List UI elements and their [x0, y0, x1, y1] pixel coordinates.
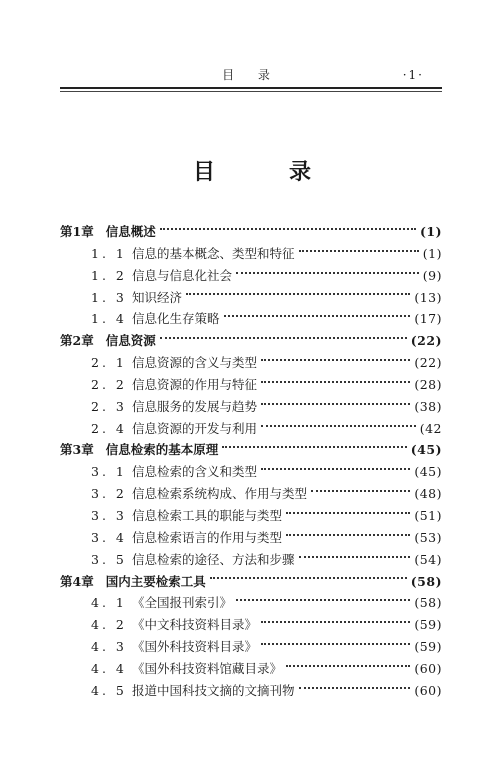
- toc-dot-leader: [186, 293, 410, 295]
- toc-entry-number: 4. 3: [91, 639, 127, 655]
- toc-entry-page-number: (45): [410, 442, 442, 458]
- toc-section-entry[interactable]: [60, 549, 442, 571]
- toc-entry-page-number: (59): [414, 639, 442, 655]
- toc-chapter-entry[interactable]: [60, 439, 442, 461]
- toc-entry-number: 3. 4: [91, 529, 127, 545]
- toc-entry-title: 信息检索工具的职能与类型: [132, 507, 283, 523]
- toc-entry-page-number: (22): [414, 355, 442, 371]
- toc-entry-number: 4. 1: [91, 595, 127, 611]
- toc-chapter-entry[interactable]: [60, 221, 442, 243]
- toc-dot-leader: [261, 403, 410, 405]
- toc-entry-title: 信息服务的发展与趋势: [132, 398, 258, 414]
- toc-entry-title: 信息检索语言的作用与类型: [132, 529, 283, 545]
- toc-section-entry[interactable]: [60, 308, 442, 330]
- toc-dot-leader: [299, 556, 411, 558]
- toc-entry-number: 第4章: [60, 573, 94, 589]
- toc-dot-leader: [261, 621, 410, 623]
- toc-entry-page-number: (60): [414, 660, 442, 676]
- toc-chapter-entry[interactable]: [60, 330, 442, 352]
- toc-dot-leader: [210, 577, 407, 579]
- toc-chapter-entry[interactable]: [60, 571, 442, 593]
- running-header: [60, 67, 442, 83]
- toc-entry-page-number: (59): [414, 617, 442, 633]
- toc-entry-title: 信息检索系统构成、作用与类型: [132, 486, 308, 502]
- toc-section-entry[interactable]: [60, 680, 442, 702]
- toc-entry-title: 《国外科技资料目录》: [132, 639, 258, 655]
- toc-entry-page-number: (1): [422, 245, 442, 261]
- toc-entry-page-number: (17): [414, 311, 442, 327]
- header-rule-thick: [60, 87, 442, 89]
- toc-dot-leader: [286, 512, 410, 514]
- toc-dot-leader: [160, 228, 416, 230]
- toc-entry-page-number: (54): [414, 551, 442, 567]
- running-header-page-number: ·1·: [402, 68, 424, 82]
- toc-section-entry[interactable]: [60, 265, 442, 287]
- toc-entry-title: 《中文科技资料目录》: [132, 617, 258, 633]
- toc-section-entry[interactable]: [60, 658, 442, 680]
- toc-entry-number: 1. 2: [91, 267, 127, 283]
- toc-entry-title: 知识经济: [132, 289, 183, 305]
- toc-entry-number: 4. 4: [91, 660, 127, 676]
- toc-entry-number: 3. 2: [91, 486, 127, 502]
- header-rule-thin: [60, 91, 442, 92]
- toc-entry-title: 信息的基本概念、类型和特征: [132, 245, 295, 261]
- toc-entry-number: 第3章: [60, 442, 94, 458]
- toc-section-entry[interactable]: [60, 483, 442, 505]
- toc-section-entry[interactable]: [60, 287, 442, 309]
- toc-entry-number: 1. 3: [91, 289, 127, 305]
- toc-dot-leader: [261, 425, 416, 427]
- toc-entry-page-number: (60): [414, 682, 442, 698]
- toc-entry-number: 4. 2: [91, 617, 127, 633]
- running-header-title: 目 录: [222, 68, 280, 82]
- toc-entry-title: 《全国报刊索引》: [132, 595, 233, 611]
- toc-section-entry[interactable]: [60, 396, 442, 418]
- toc-entry-page-number: (42: [419, 420, 442, 436]
- toc-entry-number: 3. 1: [91, 464, 127, 480]
- toc-section-entry[interactable]: [60, 418, 442, 440]
- toc-entry-number: 第1章: [60, 224, 94, 239]
- toc-entry-page-number: (13): [414, 289, 442, 305]
- toc-entry-title: 信息检索的基本原理: [105, 442, 219, 458]
- toc-entry-title: 信息资源的含义与类型: [132, 355, 258, 371]
- toc-dot-leader: [299, 687, 411, 689]
- toc-entry-page-number: (58): [414, 595, 442, 611]
- toc-section-entry[interactable]: [60, 592, 442, 614]
- toc-entry-page-number: (9): [422, 267, 442, 283]
- toc-entry-page-number: (28): [414, 376, 442, 392]
- toc-entry-page-number: (38): [414, 398, 442, 414]
- toc-entry-title: 信息检索的含义和类型: [132, 464, 258, 480]
- toc-dot-leader: [224, 315, 411, 317]
- toc-entry-number: 1. 1: [91, 245, 127, 261]
- toc-entry-number: 2. 4: [91, 420, 127, 436]
- toc-dot-leader: [311, 490, 410, 492]
- toc-entry-title: 信息资源的作用与特征: [132, 376, 258, 392]
- toc-section-entry[interactable]: [60, 352, 442, 374]
- table-of-contents: [60, 221, 442, 702]
- toc-entry-title: 报道中国科技文摘的文摘刊物: [132, 682, 295, 698]
- toc-dot-leader: [261, 381, 410, 383]
- toc-entry-number: 1. 4: [91, 311, 127, 327]
- toc-entry-title: 信息概述: [105, 224, 156, 239]
- toc-section-entry[interactable]: [60, 614, 442, 636]
- toc-section-entry[interactable]: [60, 243, 442, 265]
- toc-section-entry[interactable]: [60, 527, 442, 549]
- toc-entry-title: 信息资源的开发与利用: [132, 420, 258, 436]
- toc-entry-page-number: (45): [414, 464, 442, 480]
- toc-entry-page-number: (1): [419, 224, 442, 239]
- toc-dot-leader: [261, 359, 410, 361]
- toc-entry-number: 2. 1: [91, 355, 127, 371]
- toc-entry-number: 2. 2: [91, 376, 127, 392]
- toc-dot-leader: [261, 643, 410, 645]
- toc-dot-leader: [299, 250, 419, 252]
- toc-dot-leader: [286, 534, 410, 536]
- toc-entry-number: 3. 5: [91, 551, 127, 567]
- toc-section-entry[interactable]: [60, 636, 442, 658]
- toc-entry-title: 信息检索的途径、方法和步骤: [132, 551, 295, 567]
- toc-entry-title: 信息化生存策略: [132, 311, 220, 327]
- toc-entry-page-number: (22): [410, 333, 442, 349]
- toc-entry-title: 《国外科技资料馆藏目录》: [132, 660, 283, 676]
- toc-entry-page-number: (48): [414, 486, 442, 502]
- toc-dot-leader: [160, 337, 407, 339]
- toc-entry-page-number: (58): [410, 573, 442, 589]
- page-title: 目 录: [192, 159, 337, 185]
- toc-entry-number: 4. 5: [91, 682, 127, 698]
- toc-entry-page-number: (51): [414, 507, 442, 523]
- toc-dot-leader: [286, 665, 410, 667]
- toc-entry-number: 2. 3: [91, 398, 127, 414]
- toc-entry-title: 信息资源: [105, 333, 156, 349]
- toc-section-entry[interactable]: [60, 374, 442, 396]
- toc-section-entry[interactable]: [60, 505, 442, 527]
- toc-entry-number: 3. 3: [91, 507, 127, 523]
- toc-dot-leader: [236, 272, 419, 274]
- toc-dot-leader: [222, 446, 407, 448]
- toc-entry-page-number: (53): [414, 529, 442, 545]
- toc-dot-leader: [236, 599, 410, 601]
- toc-entry-number: 第2章: [60, 333, 94, 349]
- toc-section-entry[interactable]: [60, 461, 442, 483]
- toc-entry-title: 信息与信息化社会: [132, 267, 233, 283]
- toc-dot-leader: [261, 468, 410, 470]
- toc-entry-title: 国内主要检索工具: [105, 573, 206, 589]
